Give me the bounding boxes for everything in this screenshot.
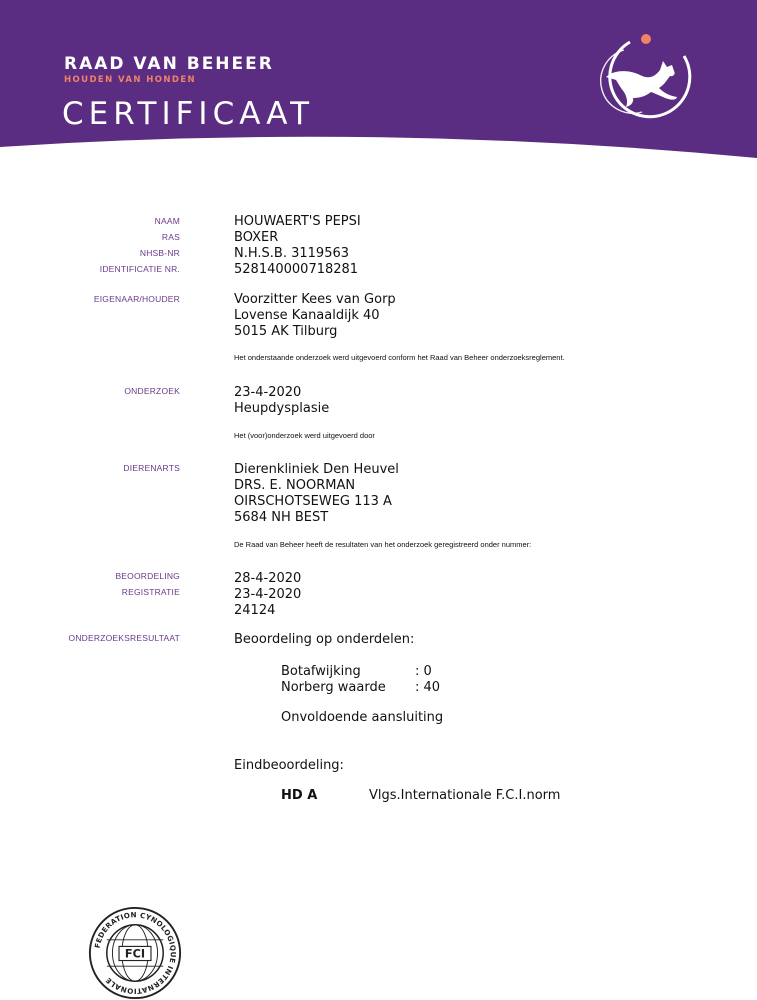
final-heading: Eindbeoordeling: [234,758,344,773]
result-row-name: Botafwijking [281,664,361,679]
fci-globe-seal-icon [88,906,182,1000]
label-dierenarts: DIERENARTS [123,463,180,473]
result-row-value: : 0 [415,664,432,679]
label-identificatie: IDENTIFICATIE NR. [99,264,180,274]
registration-note: De Raad van Beheer heeft de resultaten van het onderzoek geregistreerd onder nummer: [234,540,532,549]
registration-number: 24124 [234,603,276,618]
dog-identification-number: 528140000718281 [234,262,359,277]
vet-line: Dierenkliniek Den Heuvel [234,462,399,477]
result-row-name: Norberg waarde [281,680,386,695]
fci-norm: Vlgs.Internationale F.C.I.norm [369,788,561,803]
result-heading: Beoordeling op onderdelen: [234,632,415,647]
dog-jumping-ring-icon [596,30,696,125]
exam-note: Het (voor)onderzoek werd uitgevoerd door [234,431,375,440]
label-ras: RAS [161,232,180,242]
vet-line: DRS. E. NOORMAN [234,478,356,493]
brand-tagline: HOUDEN VAN HONDEN [64,75,197,85]
seal-abbreviation: FCI [124,947,146,961]
label-registratie: REGISTRATIE [121,587,180,597]
owner-line: Lovense Kanaaldijk 40 [234,308,380,323]
owner-line: 5015 AK Tilburg [234,324,338,339]
label-naam: NAAM [154,216,180,226]
dog-breed: BOXER [234,230,279,245]
page-title: CERTIFICAAT [62,96,315,132]
label-beoordeling: BEOORDELING [115,571,180,581]
final-grade: HD A [281,788,318,803]
vet-line: OIRSCHOTSEWEG 113 A [234,494,392,509]
dog-nhsb-number: N.H.S.B. 3119563 [234,246,350,261]
brand-name: RAAD VAN BEHEER [64,54,274,74]
vet-line: 5684 NH BEST [234,510,329,525]
label-nhsb: NHSB-NR [139,248,180,258]
label-eigenaar: EIGENAAR/HOUDER [93,294,180,304]
result-row-value: : 40 [415,680,441,695]
exam-date: 23-4-2020 [234,385,302,400]
seal-text: FEDERATION CYNOLOGIQUE INTERNATIONALE [92,910,178,996]
regulation-note: Het onderstaande onderzoek werd uitgevoerd conform het Raad van Beheer onderzoeksreglement. [234,353,565,362]
registration-date: 23-4-2020 [234,587,302,602]
assessment-date: 28-4-2020 [234,571,302,586]
result-remark: Onvoldoende aansluiting [281,710,444,725]
label-onderzoek: ONDERZOEK [124,386,180,396]
label-onderzoeksresultaat: ONDERZOEKSRESULTAAT [68,633,180,643]
owner-line: Voorzitter Kees van Gorp [234,292,396,307]
dog-name: HOUWAERT'S PEPSI [234,214,361,229]
exam-type: Heupdysplasie [234,401,330,416]
